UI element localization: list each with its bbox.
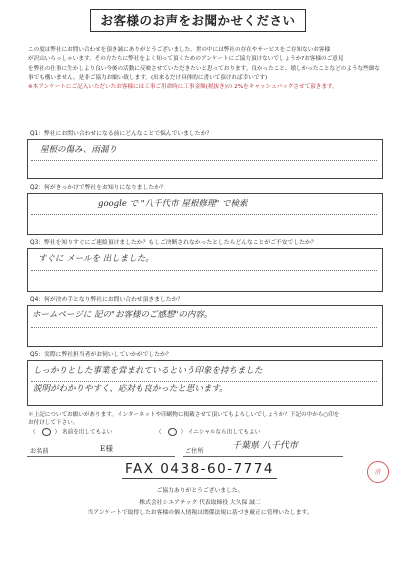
stamp-text: 済 [374, 468, 381, 476]
option2-label: イニシャルなら出してもよい [187, 429, 261, 436]
consent-text: ＊上記についてお願いがあります。インターネットや印刷物に掲載させて頂いてもよろしいでしょうか？下記の中から○印を [28, 412, 340, 418]
q5-answer-line-2: 説明がわかりやすく、応対も良かったと思います。 [33, 384, 228, 394]
q3-answer: すぐに メールを 出しました。 [38, 254, 154, 264]
approval-stamp [367, 461, 389, 483]
q5-answer-line-1: しっかりとした事業を営まれているという印象を持ちました [33, 366, 263, 376]
q4-label: Q4：何が決め手となり弊社にお問い合わせ頂きましたか？ [30, 297, 184, 303]
intro-text [28, 46, 380, 92]
address-label: ご住所 [185, 448, 204, 455]
company-text: 株式会社シエアテック 代表取締役 大久保 誠二 [139, 500, 261, 506]
intro-line: が沢山いらっしゃいます。その方たちに弊社をよく知って頂くためのアンケートにご協力頂けないでしょうか?お客様のご意見 [28, 56, 344, 63]
intro-line: を弊社の仕事に生かしより良い今後の活動に反映させていただきたいと思っております。良かったこと、嬉しかったことなどのような些細な [28, 65, 380, 72]
option1-bracket-close: ） [54, 429, 61, 436]
q3-label: Q3：弊社を知りすぐにご連絡頂けましたか？もしご決断されなかったとしたらどんなことがご不安でしたか？ [30, 240, 317, 246]
address-underline [183, 456, 343, 457]
name-underline [27, 456, 175, 457]
fax-underline [122, 478, 277, 479]
consent-text-2: お付けして下さい。 [28, 420, 79, 426]
q2-rule [31, 214, 377, 215]
option1-radio[interactable] [42, 428, 51, 436]
cashback-note: ※本アンケートにご記入いただいたお客様には工事ご用命時に工事金額(税抜き)の 2%をキャッシュバックさせて頂きます。 [28, 84, 338, 91]
name-value: E様 [100, 444, 113, 453]
q1-label: Q1：弊社にお問い合わせになる前にどんなことで悩んでいましたか？ [30, 131, 213, 137]
q4-rule [31, 327, 377, 328]
option2-bracket-close: ） [180, 429, 187, 436]
option1-label: 名前を出してもよい [62, 429, 113, 436]
address-value: 千葉県 八千代市 [232, 441, 298, 451]
q4-answer: ホームページに 記の"お客様のご感想"の内容。 [32, 310, 213, 320]
name-label: お名前 [30, 448, 49, 455]
consent-options [30, 428, 260, 437]
q1-rule [31, 160, 377, 161]
option1-bracket: （ [30, 429, 36, 436]
intro-line: 事でも構いません。是非ご協力お願い致します。(出来るだけ具体的に書いて頂ければ幸いです) [28, 74, 268, 81]
privacy-text: 当アンケートで取得したお客様の個人情報は関係法規に基づき厳正に管理いたします。 [87, 510, 313, 516]
q3-rule [31, 270, 377, 271]
q5-label: Q5：実際に弊社担当者がお伺いしていかがでしたか？ [30, 352, 172, 358]
q1-answer: 屋根の傷み、雨漏り [40, 145, 118, 155]
option2-radio[interactable] [168, 428, 177, 436]
q2-label: Q2：何がきっかけで弊社をお知りになりましたか？ [30, 185, 166, 191]
intro-line: この度は弊社にお問い合わせを頂き誠にありがとうございました。世の中には弊社の存在やサービスをご存知ないお客様 [28, 47, 331, 53]
page-title: お客様のお声をお聞かせください [90, 9, 306, 32]
q2-answer: google で "八千代市 屋根修理" で検索 [98, 199, 248, 209]
fax-number: FAX 0438-60-7774 [125, 461, 274, 477]
q5-rule [31, 381, 377, 382]
option2-bracket: （ [155, 429, 162, 436]
thanks-text: ご協力ありがとうございました。 [156, 488, 244, 494]
